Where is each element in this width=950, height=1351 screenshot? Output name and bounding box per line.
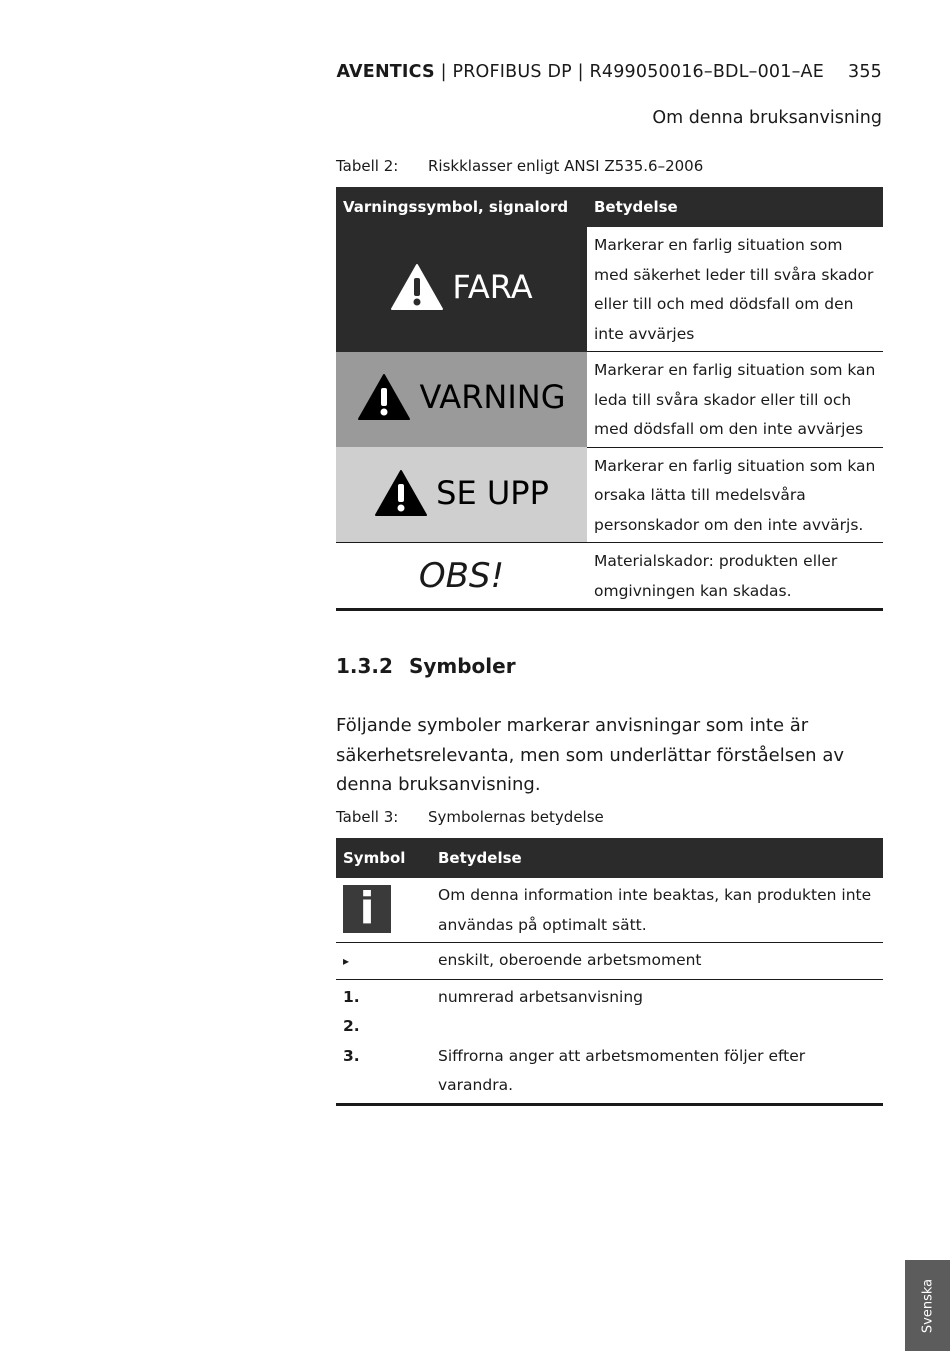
signal-word-obs: OBS! [418,555,505,596]
table3-caption-text: Symbolernas betydelse [428,808,604,826]
document-id: | PROFIBUS DP | R499050016–BDL–001–AE [434,62,824,82]
seupp-description: Markerar en farlig situation som kan orsaka lätta till medelsvåra personskador om den inte avvärjs. [587,447,883,543]
section-paragraph: Följande symboler markerar anvisningar som inte är säkerhetsrelevanta, men som underlättar förståelsen av denna bruksanvisning. [336,715,844,795]
numbered-symbol-cell [336,979,431,1104]
numbered-description-line3: Siffrorna anger att arbetsmomenten följer efter varandra. [438,1046,806,1094]
table-row [336,227,883,352]
section-title: Symboler [408,654,516,678]
numbered-description-line1: numrerad arbetsanvisning [438,987,644,1006]
obs-description: Materialskador: produkten eller omgivningen kan skadas. [587,543,883,610]
fara-signal-cell [336,227,587,352]
section-running-title: Om denna bruksanvisning [652,108,882,128]
language-tab [905,1260,950,1351]
risk-class-table [336,187,883,611]
signal-word-fara: FARA [452,268,533,307]
numbered-description [431,979,883,1104]
signal-word-varning: VARNING [419,378,566,417]
table3-header-meaning: Betydelse [431,838,883,878]
table-row [336,543,883,610]
varning-signal-cell [336,352,587,448]
section-heading [336,654,516,678]
step-number-1: 1. [343,987,360,1006]
signal-word-se-upp: SE UPP [436,473,549,512]
table2-header-meaning: Betydelse [587,187,883,227]
step-number-2: 2. [343,1017,360,1035]
warning-triangle-icon [357,373,411,421]
info-symbol-cell [336,878,431,943]
table-row [336,979,883,1104]
fara-description: Markerar en farlig situation som med säkerhet leder till svåra skador eller till och med dödsfall om den inte avvärjes [594,236,874,343]
obs-signal-cell [336,543,587,610]
step-number-3: 3. [343,1046,360,1065]
section-number: 1.3.2 [336,654,393,678]
step-description: enskilt, oberoende arbetsmoment [431,943,883,980]
info-icon: i [343,885,391,933]
table-row [336,943,883,980]
warning-triangle-icon [374,469,428,517]
varning-description: Markerar en farlig situation som kan leda till svåra skador eller till och med dödsfall om den inte avvärjes [587,352,883,448]
symbol-table [336,838,883,1106]
language-tab-label: Svenska [920,1278,935,1333]
running-header [337,62,883,82]
table-row [336,352,883,448]
table2-header-symbol: Varningssymbol, signalord [336,187,587,227]
table-row [336,447,883,543]
info-description: Om denna information inte beaktas, kan produkten inte användas på optimalt sätt. [438,886,872,934]
brand-name: AVENTICS [336,62,435,82]
table2-caption-text: Riskklasser enligt ANSI Z535.6–2006 [428,157,704,175]
table3-caption-label: Tabell 3: [336,808,399,826]
table3-header-symbol: Symbol [336,838,431,878]
table2-caption-label: Tabell 2: [336,157,399,175]
step-symbol-cell [336,943,431,980]
table3-caption [336,808,604,826]
seupp-signal-cell [336,447,587,543]
warning-triangle-icon [390,263,444,311]
table-row [336,878,883,943]
table2-caption [336,157,704,175]
arrow-right-icon: ▸ [343,954,350,968]
page-number: 355 [847,62,882,82]
